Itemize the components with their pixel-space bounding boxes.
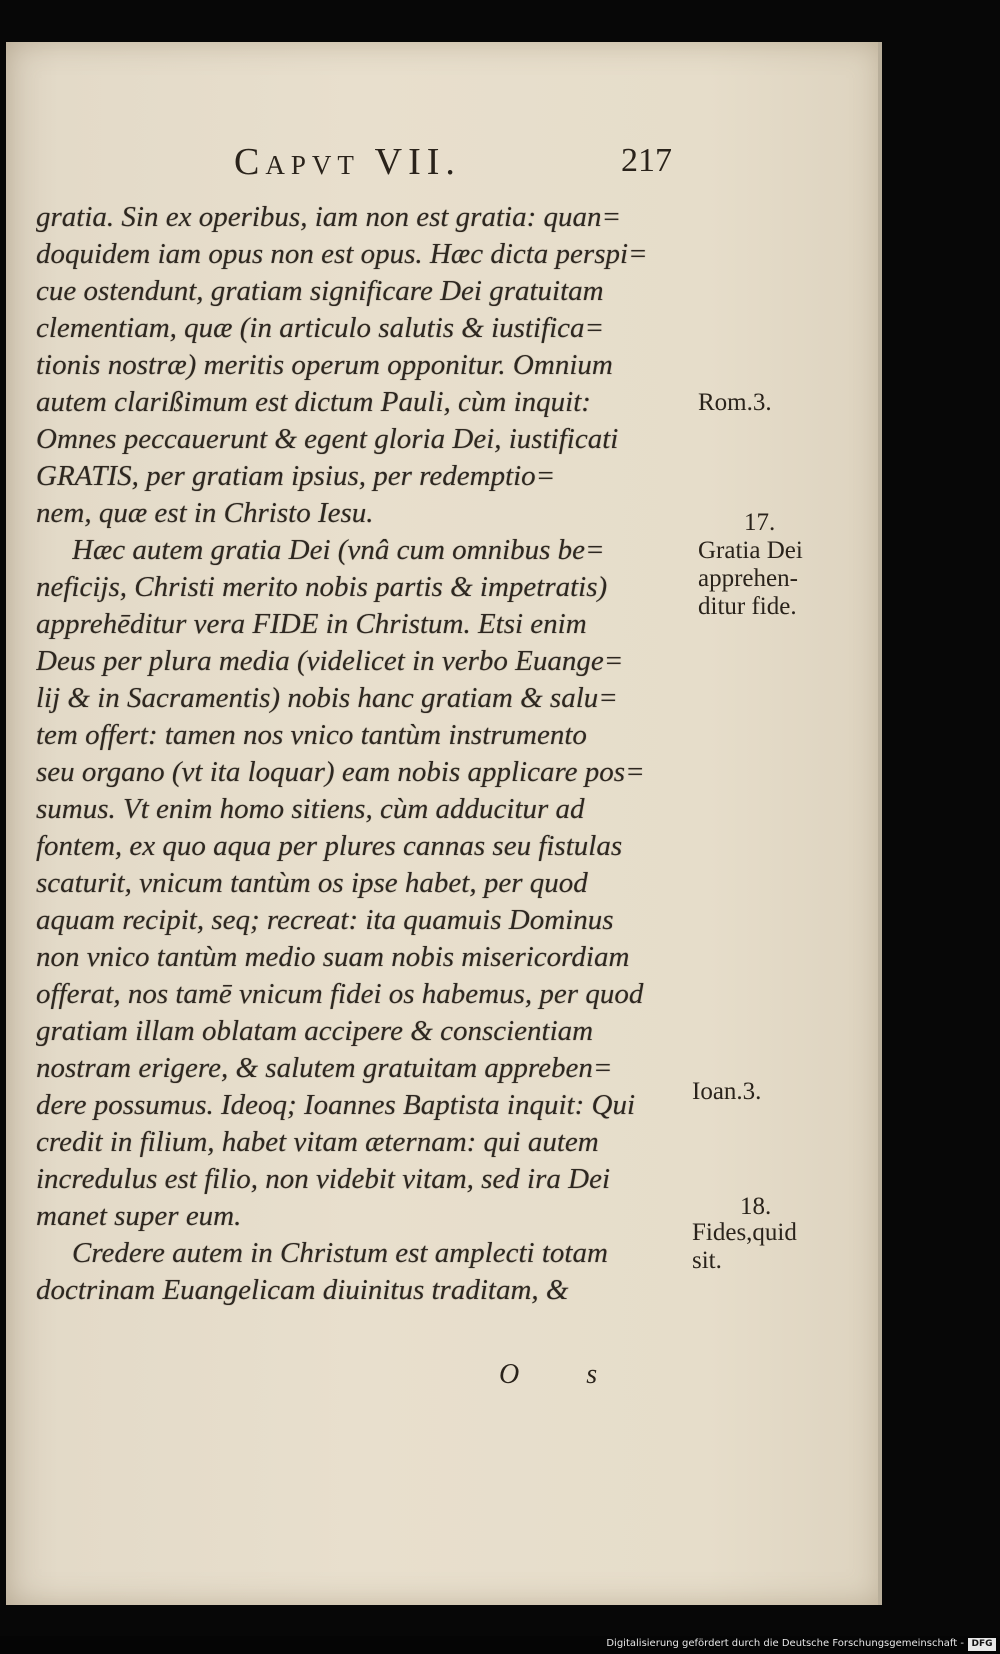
text-line: scaturit, vnicum tantùm os ipse habet, per quod: [36, 867, 588, 899]
text-line: sumus. Vt enim homo sitiens, cùm adducitur ad: [36, 793, 585, 825]
margin-note-ioan: Ioan.3.: [692, 1078, 762, 1105]
dfg-logo: DFG: [968, 1638, 996, 1651]
text-line: incredulus est filio, non videbit vitam, sed ira Dei: [36, 1163, 611, 1195]
text-line: fontem, ex quo aqua per plures cannas seu fistulas: [36, 830, 623, 862]
text-line: offerat, nos tamē vnicum fidei os habemus, per quod: [36, 978, 644, 1010]
text-line: nem, quæ est in Christo Iesu.: [36, 497, 374, 529]
text-line: gratia. Sin ex operibus, iam non est gratia: quan=: [36, 201, 622, 233]
margin-note-section-17: Gratia Dei: [698, 537, 803, 564]
chapter-title: Capvt VII.: [234, 141, 461, 183]
text-line: non vnico tantùm medio suam nobis misericordiam: [36, 941, 630, 973]
text-line: nostram erigere, & salutem gratuitam appreben=: [36, 1052, 613, 1084]
book-page: [6, 42, 882, 1605]
text-line: aquam recipit, seq; recreat: ita quamuis Dominus: [36, 904, 614, 936]
margin-note-section-17-number: 17.: [744, 509, 776, 536]
running-head: [6, 140, 696, 192]
text-line: Omnes peccauerunt & egent gloria Dei, iustificati: [36, 423, 619, 455]
text-line: doctrinam Euangelicam diuinitus traditam, &: [36, 1274, 569, 1306]
text-line: tem offert: tamen nos vnico tantùm instrumento: [36, 719, 587, 751]
page-number: 217: [621, 142, 672, 179]
text-line: gratiam illam oblatam accipere & conscientiam: [36, 1015, 594, 1047]
text-line: manet super eum.: [36, 1200, 242, 1232]
margin-note-section-18: sit.: [692, 1247, 722, 1274]
margin-note-section-17: ditur fide.: [698, 593, 797, 620]
page-edge: [878, 42, 882, 1605]
funding-credit: Digitalisierung gefördert durch die Deutsche Forschungsgemeinschaft -: [606, 1638, 964, 1649]
footer-bar: [0, 1636, 1000, 1654]
paragraph-start-line: Credere autem in Christum est amplecti totam: [72, 1237, 608, 1269]
text-line: doquidem iam opus non est opus. Hæc dicta perspi=: [36, 238, 648, 270]
text-line: cue ostendunt, gratiam significare Dei gratuitam: [36, 275, 604, 307]
margin-note-section-18-number: 18.: [740, 1193, 772, 1220]
text-line: tionis nostræ) meritis operum opponitur. Omnium: [36, 349, 613, 381]
text-line: Deus per plura media (videlicet in verbo Euange=: [36, 645, 624, 677]
text-line: apprehēditur vera FIDE in Christum. Etsi enim: [36, 608, 587, 640]
text-line: seu organo (vt ita loquar) eam nobis applicare pos=: [36, 756, 645, 788]
text-line: credit in filium, habet vitam æternam: qui autem: [36, 1126, 599, 1158]
text-line: autem clarißimum est dictum Pauli, cùm inquit:: [36, 386, 591, 418]
margin-note-rom: Rom.3.: [698, 389, 772, 416]
margin-note-section-17: apprehen-: [698, 565, 798, 592]
text-line: lij & in Sacramentis) nobis hanc gratiam & salu=: [36, 682, 618, 714]
margin-note-section-18: Fides,quid: [692, 1219, 797, 1246]
signature-mark: O s: [499, 1359, 628, 1390]
text-line: dere possumus. Ideoq; Ioannes Baptista inquit: Qui: [36, 1089, 636, 1121]
text-line: neficijs, Christi merito nobis partis & impetratis): [36, 571, 608, 603]
paragraph-start-line: Hæc autem gratia Dei (vnâ cum omnibus be=: [72, 534, 605, 566]
text-line: GRATIS, per gratiam ipsius, per redemptio=: [36, 460, 556, 492]
text-line: clementiam, quæ (in articulo salutis & iustifica=: [36, 312, 605, 344]
